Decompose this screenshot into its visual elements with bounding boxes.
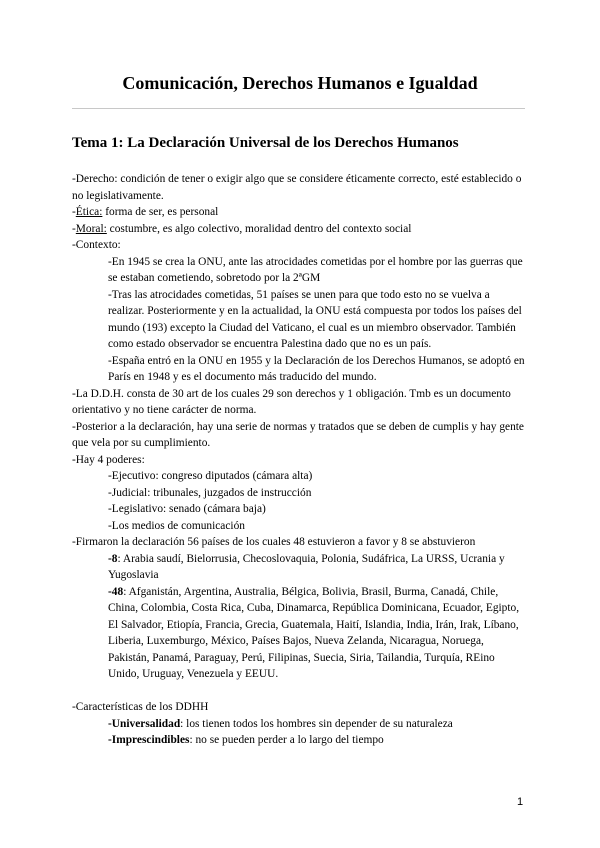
poder-ejecutivo: -Ejecutivo: congreso diputados (cámara alta): [108, 470, 313, 482]
paragraph-etica: -Ética: forma de ser, es personal: [72, 206, 219, 218]
blank-line: [72, 683, 527, 700]
paragraph-posterior: -Posterior a la declaración, hay una serie de normas y tratados que se deben de cumplis y hay gente que vela por su cumplimiento.: [72, 420, 524, 449]
page-number: 1: [517, 796, 524, 808]
favor-label: -48: [108, 585, 124, 598]
poder-legislativo: -Legislativo: senado (cámara baja): [108, 503, 266, 515]
paragraph-ddh: -La D.D.H. consta de 30 art de los cuales 29 son derechos y 1 obligación. Tmb es un documento orientativo y no tiene carácter de norma.: [72, 387, 511, 416]
etica-definition: forma de ser, es personal: [102, 206, 219, 218]
paragraph-moral: -Moral: costumbre, es algo colectivo, moralidad dentro del contexto social: [72, 222, 412, 235]
characteristic-universalidad: [72, 716, 527, 733]
context-item-2: -Tras las atrocidades cometidas, 51 países se unen para que todo esto no se vuelva a realizar. Posteriormente y en la actualidad, la ONU está compuesta por todos los países del mundo (193) excepto la Ciudad del Vaticano, el cual es un miembro observador. También como estado observador se encuentra Palestina dado que no es un país.: [108, 288, 522, 350]
poder-judicial: -Judicial: tribunales, juzgados de instrucción: [108, 486, 312, 499]
document-title: Comunicación, Derechos Humanos e Igualdad: [122, 73, 478, 93]
section-title: Tema 1: La Declaración Universal de los Derechos Humanos: [72, 135, 459, 151]
abstention-countries: : Arabia saudí, Bielorrusia, Checoslovaquia, Polonia, Sudáfrica, La URSS, Ucrania y Yugoslavia: [108, 552, 505, 581]
context-item-3: -España entró en la ONU en 1955 y la Declaración de los Derechos Humanos, se adoptó en París en 1948 y es el documento más traducido del mundo.: [108, 354, 525, 383]
paragraph-caracteristicas: -Características de los DDHH: [72, 701, 209, 713]
universalidad-definition: : los tienen todos los hombres sin depender de su naturaleza: [180, 717, 453, 730]
favor-list: [72, 584, 527, 683]
abstention-list: [72, 551, 527, 584]
poder-medios: -Los medios de comunicación: [108, 519, 245, 532]
abstention-label: -8: [108, 552, 118, 565]
moral-definition: costumbre, es algo colectivo, moralidad dentro del contexto social: [106, 222, 412, 235]
paragraph-derecho: -Derecho: condición de tener o exigir algo que se considere éticamente correcto, esté establecido o no legislativamente.: [72, 173, 522, 202]
etica-term: Ética:: [75, 206, 103, 218]
imprescindibles-definition: : no se pueden perder a lo largo del tiempo: [189, 734, 384, 746]
paragraph-contexto: -Contexto:: [72, 239, 121, 251]
paragraph-firmaron: -Firmaron la declaración 56 países de los cuales 48 estuvieron a favor y 8 se abstuvieron: [72, 536, 476, 548]
characteristic-imprescindibles: [72, 732, 527, 749]
imprescindibles-label: -Imprescindibles: [108, 734, 190, 746]
document-body: [72, 171, 527, 749]
paragraph-poderes: -Hay 4 poderes:: [72, 453, 145, 466]
universalidad-label: -Universalidad: [108, 717, 181, 730]
context-item-1: -En 1945 se crea la ONU, ante las atrocidades cometidas por el hombre por las guerras que se estaban cometiendo, sobretodo por la 2ªGM: [108, 255, 523, 284]
moral-term: Moral:: [75, 222, 107, 235]
favor-countries: : Afganistán, Argentina, Australia, Bélgica, Bolivia, Brasil, Burma, Canadá, Chile, China, Colombia, Costa Rica, Cuba, Dinamarca, República Dominicana, Ecuador, Egipto, El Salvador, Etiopía, Francia, Grecia, Guatemala, Haití, Islandia, India, Irán, Irak, Líbano, Liberia, Luxemburgo, México, Países Bajos, Nueva Zelanda, Nicaragua, Noruega, Pakistán, Panamá, Paraguay, Perú, Filipinas, Suecia, Siria, Tailandia, Turquía, REino Unido, Uruguay, Venezuela y EEUU.: [108, 585, 520, 680]
title-divider: [72, 108, 525, 109]
